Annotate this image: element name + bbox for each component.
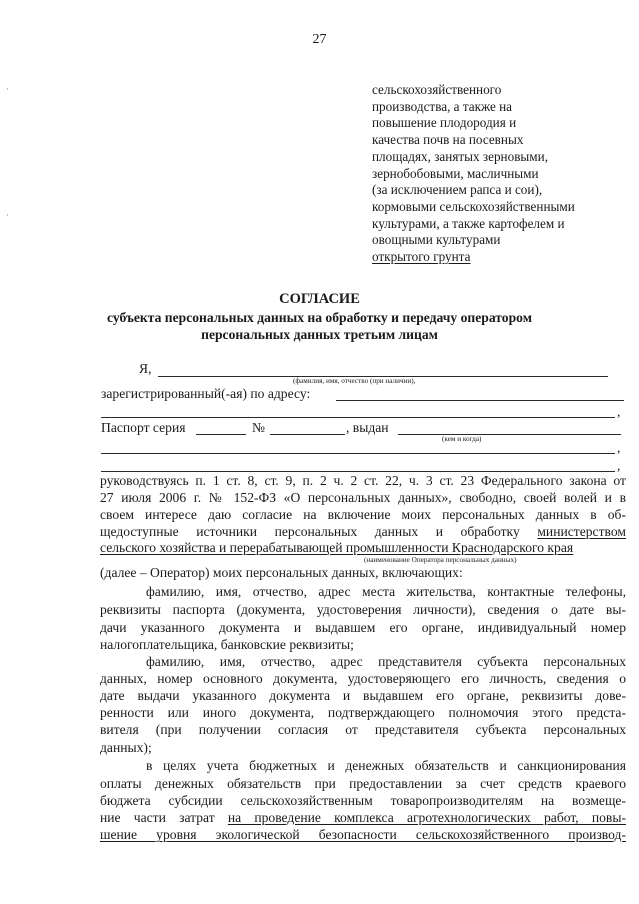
issued-by-field-line3[interactable]	[101, 471, 615, 472]
comma: ,	[617, 440, 621, 455]
body-text-underlined: на проведение комплекса агротехнологических работ, повы-	[227, 810, 626, 825]
body-line: (далее – Оператор) моих персональных данных, включающих:	[100, 565, 463, 580]
margin-mark: ·	[6, 210, 9, 220]
body-line: руководствуясь п. 1 ст. 8, ст. 9, п. 2 ч. 2 ст. 22, ч. 3 ст. 23 Федерального закона от	[100, 473, 626, 488]
margin-mark: ·	[6, 84, 9, 94]
fio-caption: (фамилия, имя, отчество (при наличии),	[293, 377, 416, 385]
body-line: дачи указанного документа и выдавшем его органе, индивидуальный номер	[100, 620, 626, 635]
body-line: фамилию, имя, отчество, адрес представителя субъекта персональных	[146, 654, 626, 669]
body-line: данных, номер основного документа, удостоверяющего его личность, сведения о	[100, 671, 626, 686]
document-subtitle: субъекта персональных данных на обработку и передачу оператором	[107, 310, 532, 325]
header-line: открытого грунта	[372, 249, 471, 265]
body-text-underlined: шение уровня экологической безопасности сельскохозяйственного производ-	[100, 827, 626, 842]
body-line: бюджета субсидии сельскохозяйственным товаропроизводителям на возмеще-	[100, 793, 626, 808]
header-block	[372, 82, 575, 266]
document-subtitle: персональных данных третьим лицам	[201, 327, 438, 342]
body-line: 27 июля 2006 г. № 152-ФЗ «О персональных данных», свободно, своей волей и в	[100, 490, 626, 505]
header-line: кормовыми сельскохозяйственными	[372, 198, 575, 214]
body-line: вителя (при получении согласия от представителя субъекта персональных	[100, 722, 626, 737]
header-line: культурами, а также картофелем и	[372, 215, 565, 231]
header-line: сельскохозяйственного	[372, 82, 502, 97]
body-line: в целях учета бюджетных и денежных обязательств и санкционирования	[146, 758, 626, 773]
body-line: фамилию, имя, отчество, адрес места жительства, контактные телефоны,	[146, 584, 626, 599]
body-line: реквизиты паспорта (документа, удостоверения личности), сведения о дате вы-	[100, 602, 626, 617]
passport-number-field[interactable]	[270, 434, 345, 435]
label-issued: , выдан	[346, 420, 389, 435]
header-line: овощными культурами	[372, 232, 501, 248]
passport-series-field[interactable]	[196, 434, 246, 435]
body-line	[100, 524, 626, 540]
operator-caption: (наименование Оператора персональных данных)	[364, 556, 517, 564]
header-line: (за исключением рапса и сои),	[372, 182, 543, 198]
body-text: щедоступные источники персональных данных и обработку	[100, 524, 520, 539]
header-line: площадях, занятых зерновыми,	[372, 148, 548, 164]
body-line: оплаты денежных обязательств при предоставлении за счет средств краевого	[100, 776, 626, 791]
body-line: налогоплательщика, банковские реквизиты;	[100, 637, 354, 652]
address-field-line2[interactable]	[101, 417, 615, 418]
header-line: производства, а также на	[372, 98, 513, 114]
body-line: ренности или иного документа, подтверждающего полномочия этого предста-	[100, 705, 626, 720]
body-text: ние части затрат	[100, 810, 215, 825]
label-number: №	[252, 420, 265, 435]
header-line: повышение плодородия и	[372, 115, 517, 131]
header-line: зернобобовыми, масличными	[372, 165, 539, 181]
document-title: СОГЛАСИЕ	[279, 291, 360, 307]
label-passport-series: Паспорт серия	[101, 420, 186, 435]
header-line: качества почв на посевных	[372, 132, 524, 148]
issued-caption: (кем и когда)	[442, 435, 482, 443]
label-registered: зарегистрированный(-ая) по адресу:	[101, 386, 311, 401]
operator-name-part2: сельского хозяйства и перерабатывающей промышленности Краснодарского края	[100, 540, 574, 555]
comma: ,	[617, 404, 621, 419]
body-line	[100, 810, 626, 826]
operator-name-part1: министерством	[537, 524, 626, 539]
body-line: данных);	[100, 740, 152, 755]
address-field[interactable]	[336, 400, 624, 401]
label-ya: Я,	[139, 361, 152, 376]
comma: ,	[617, 458, 621, 473]
body-line: своем интересе даю согласие на включение моих персональных данных в об-	[100, 507, 626, 522]
body-line: дате выдачи указанного документа и выдавшем его органе, реквизиты дове-	[100, 688, 626, 703]
page-number: 27	[312, 32, 327, 47]
issued-by-field[interactable]	[398, 434, 621, 435]
issued-by-field-line2[interactable]	[101, 453, 615, 454]
